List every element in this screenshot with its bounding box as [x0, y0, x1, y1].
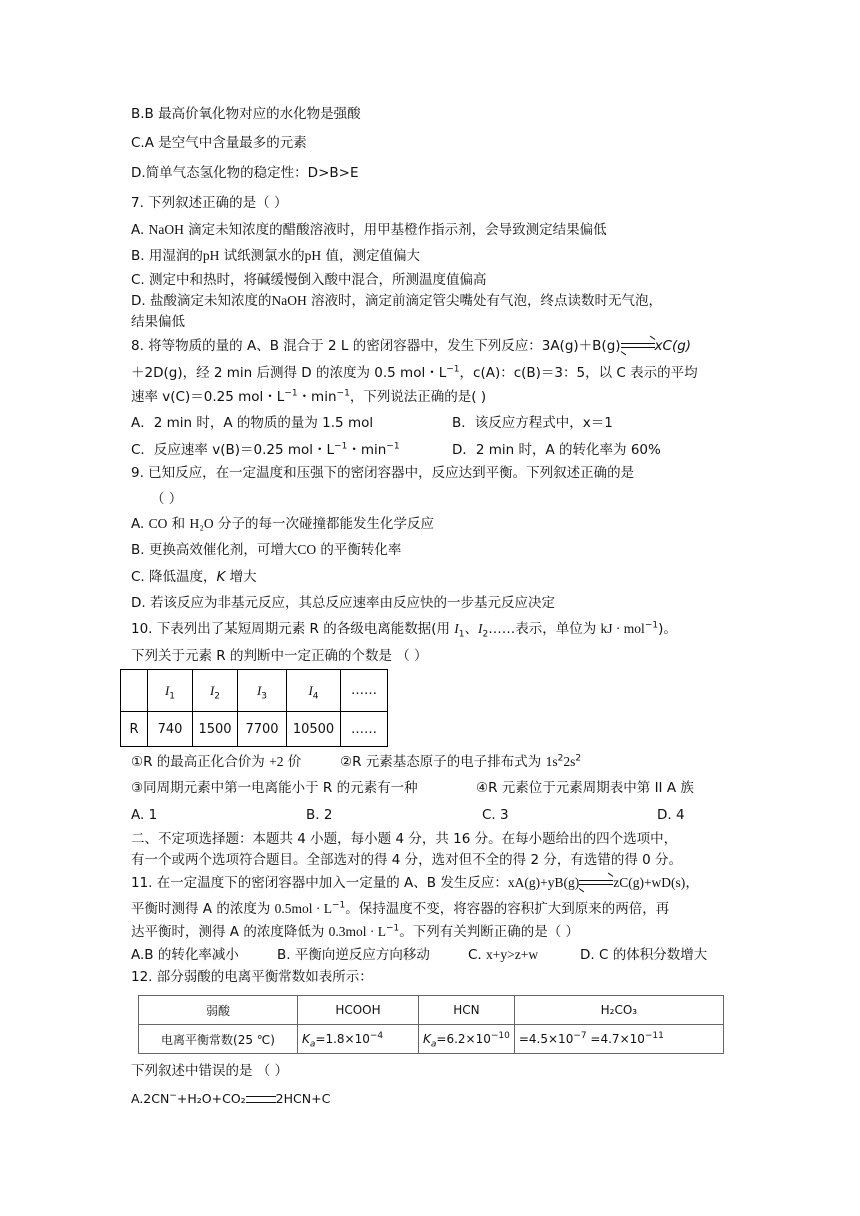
- q9-option-b: B. 更换高效催化剂，可增大CO 的平衡转化率: [131, 542, 402, 558]
- q9-option-c: C. 降低温度，K 增大: [131, 569, 257, 585]
- q11-line-2: 平衡时测得 A 的浓度为 $0.5mol \cdot L^{-1}$。保持温度不变，将容器的容积扩大到原来的两倍，再: [131, 900, 670, 917]
- q10-choice-c: C. 3: [482, 807, 509, 823]
- q11-option-b: B. 平衡向逆反应方向移动: [277, 947, 430, 963]
- q9-option-a: A. CO 和 H₂O 分子的每一次碰撞都能发生化学反应: [131, 516, 434, 532]
- q11-option-c: C. x+y>z+w: [468, 947, 539, 963]
- equilibrium-arrow-icon: [579, 876, 613, 890]
- table-header-row: $I_1$ $I_2$ $I_3$ $I_4$ ……: [121, 670, 388, 712]
- q8-option-d: D．2 min 时，A 的转化率为 60%: [452, 442, 661, 458]
- section-2-heading-1: 二、不定项选择题：本题共 4 小题，每小题 4 分，共 16 分。在每小题给出的四个选项中，: [131, 831, 678, 847]
- table-header-row: 弱酸 HCOOH HCN H₂CO₃: [139, 996, 724, 1025]
- q12-option-a: A.2CN−+H₂O+CO₂ 2HCN+C: [131, 1090, 331, 1106]
- q6-option-c: C.A 是空气中含量最多的元素: [131, 135, 307, 151]
- q8-option-b: B．该反应方程式中，x＝1: [452, 415, 613, 431]
- q8-line-3: 速率 v(C)＝0.25 mol・$L^{-1}$・$\min^{-1}$，下列说法正确的是( ): [131, 388, 487, 405]
- q9-answer-paren: （ ）: [151, 491, 183, 507]
- q6-option-b: B.B 最高价氧化物对应的水化物是强酸: [131, 106, 361, 122]
- q11-option-d: D. C 的体积分数增大: [580, 947, 708, 963]
- q11-line-3: 达平衡时，测得 A 的浓度降低为 $0.3mol \cdot L^{-1}$。下列有关判断正确的是（ ）: [131, 923, 580, 940]
- q7-option-c: C. 测定中和热时，将碱缓慢倒入酸中混合，所测温度值偏高: [131, 272, 487, 288]
- q8-option-a: A．2 min 时，A 的物质的量为 1.5 mol: [131, 415, 374, 431]
- q7-option-a: A. NaOH 滴定未知浓度的醋酸溶液时，用甲基橙作指示剂，会导致测定结果偏低: [131, 222, 607, 238]
- equals-arrow-icon: [246, 1096, 276, 1103]
- q10-choice-a: A. 1: [131, 807, 158, 823]
- q11-option-a: A.B 的转化率减小: [131, 947, 239, 963]
- q6-option-d: D.简单气态氢化物的稳定性：D>B>E: [131, 165, 359, 181]
- q7-option-b: B. 用湿润的pH 试纸测氯水的pH 值，测定值偏大: [131, 248, 420, 264]
- q10-choice-d: D. 4: [657, 807, 685, 823]
- q8-line-1: 8. 将等物质的量的 A、B 混合于 2 L 的密闭容器中，发生下列反应：3A(g)＋B(g) xC(g): [131, 336, 691, 356]
- q10-statement-1: ①R 的最高正化合价为 +2 价: [131, 754, 302, 770]
- q7-stem: 7. 下列叙述正确的是（ ）: [131, 195, 288, 211]
- table-row: 电离平衡常数(25 ℃) $K_a=1.8\times 10^{-4}$ $K_a=6.2\times 10^{-10}$ $=4.5\times 10^{-7} =4.7\times 10^{-11}$: [139, 1025, 724, 1054]
- q9-option-d: D. 若该反应为非基元反应，其总反应速率由反应快的一步基元反应决定: [131, 595, 555, 611]
- table-row: R 740 1500 7700 10500 ……: [121, 712, 388, 747]
- q9-stem: 9. 已知反应，在一定温度和压强下的密闭容器中，反应达到平衡。下列叙述正确的是: [131, 465, 635, 481]
- equilibrium-arrow-icon: [621, 339, 655, 353]
- ionization-energy-table: [120, 669, 388, 747]
- q10-line-1: 10. 下表列出了某短周期元素 R 的各级电离能数据(用 $I_1$、$I_2\dots\dots$表示，单位为 kJ · mol$^{-1}$)。: [131, 620, 677, 640]
- acid-constant-table: [138, 995, 724, 1054]
- q10-statement-2: ②R 元素基态原子的电子排布式为 $1s^22s^2$: [340, 753, 582, 770]
- q7-option-d: D. 盐酸滴定未知浓度的NaOH 溶液时，滴定前滴定管尖嘴处有气泡，终点读数时无气泡，: [131, 293, 663, 309]
- q10-choice-b: B. 2: [306, 807, 333, 823]
- q10-statement-4: ④R 元素位于元素周期表中第 II A 族: [476, 780, 694, 796]
- q12-question: 下列叙述中错误的是 （ ）: [131, 1063, 289, 1079]
- q8-option-c: C．反应速率 v(B)＝0.25 mol・$L^{-1}$・$\min^{-1}$: [131, 441, 400, 458]
- q10-statement-3: ③同周期元素中第一电离能小于 R 的元素有一种: [131, 780, 418, 796]
- q12-stem: 12. 部分弱酸的电离平衡常数如表所示：: [131, 969, 373, 985]
- q11-line-1: 11. 在一定温度下的密闭容器中加入一定量的 A、B 发生反应：xA(g)+yB(g) zC(g)+wD(s)，: [131, 873, 699, 893]
- q7-option-d-cont: 结果偏低: [131, 314, 185, 330]
- q10-line-2: 下列关于元素 R 的判断中一定正确的个数是 （ ）: [131, 648, 428, 664]
- q8-line-2: ＋2D(g)，经 2 min 后测得 D 的浓度为 0.5 mol・$L^{-1}$，c(A)：c(B)＝3：5，以 C 表示的平均: [131, 364, 698, 381]
- section-2-heading-2: 有一个或两个选项符合题目。全部选对的得 4 分，选对但不全的得 2 分，有选错的得 0 分。: [131, 852, 683, 868]
